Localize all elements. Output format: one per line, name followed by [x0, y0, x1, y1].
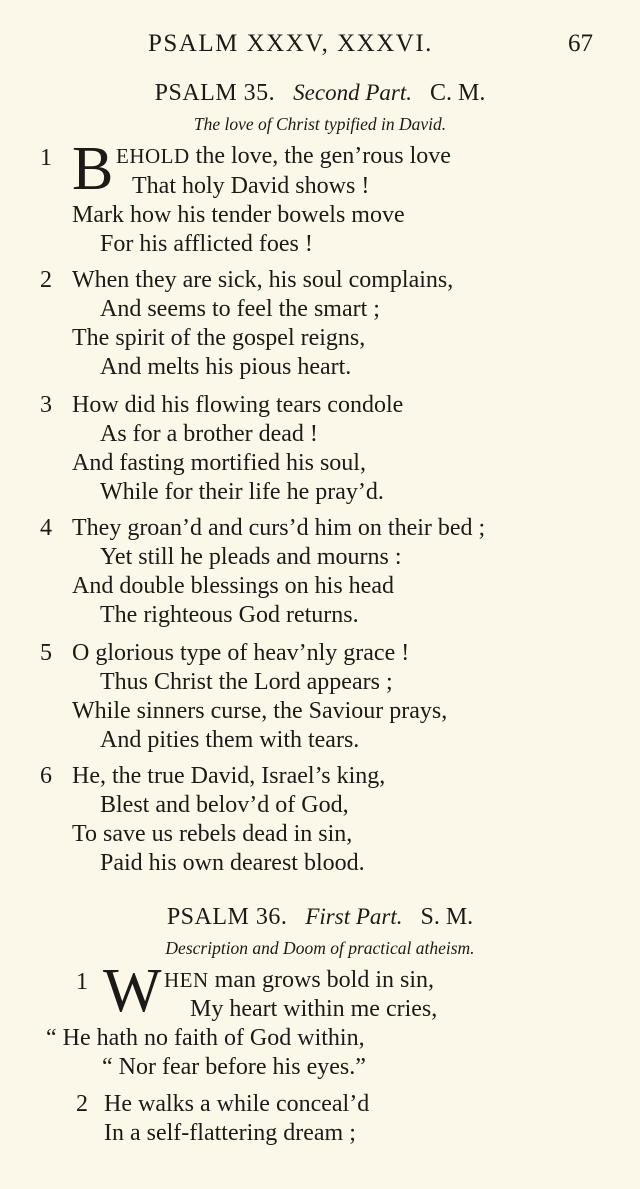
verse-line: And double blessings on his head — [72, 573, 394, 599]
verse-line: When they are sick, his soul complains, — [72, 267, 454, 293]
psalm-35-part: Second Part. — [293, 80, 412, 105]
drop-cap: W — [103, 957, 162, 1025]
verse-line: The spirit of the gospel reigns, — [72, 325, 366, 351]
verse-number: 1 — [40, 145, 52, 171]
verse-line: And fasting mortified his soul, — [72, 450, 366, 476]
psalm-35-title: PSALM 35. — [154, 80, 276, 106]
verse-line: How did his flowing tears condole — [72, 392, 404, 418]
verse-line — [116, 144, 451, 168]
psalm-36-subtitle: Description and Doom of practical atheism. — [165, 938, 475, 958]
verse-line: While for their life he pray’d. — [100, 479, 384, 505]
small-caps-word: EHOLD — [116, 144, 190, 168]
drop-cap: B — [72, 135, 114, 203]
verse-line: Blest and belov’d of God, — [100, 792, 349, 818]
verse-line: While sinners curse, the Saviour prays, — [72, 698, 448, 724]
verse-line: Thus Christ the Lord appears ; — [100, 669, 393, 695]
verse-number: 2 — [40, 267, 52, 293]
verse-line: For his afflicted foes ! — [100, 231, 313, 257]
small-caps-word: HEN — [164, 968, 209, 992]
verse-line: “ He hath no faith of God within, — [46, 1025, 365, 1051]
verse-line: And pities them with tears. — [100, 727, 360, 753]
psalm-35-heading — [0, 80, 640, 107]
verse-number: 6 — [40, 763, 52, 789]
verse-line: He, the true David, Israel’s king, — [72, 763, 386, 789]
verse-line: O glorious type of heav’nly grace ! — [72, 640, 410, 666]
verse-line: Yet still he pleads and mourns : — [100, 544, 402, 570]
psalm-35-meter: C. M. — [429, 80, 486, 106]
verse-line-text: man grows bold in sin, — [208, 967, 434, 993]
verse-line: Paid his own dearest blood. — [100, 850, 365, 876]
verse-number: 5 — [40, 640, 52, 666]
verse-line: To save us rebels dead in sin, — [72, 821, 353, 847]
verse-number: 3 — [40, 392, 52, 418]
verse-line-text: the love, the gen’rous love — [189, 143, 451, 169]
verse-line: That holy David shows ! — [132, 173, 370, 199]
verse-line: My heart within me cries, — [190, 996, 438, 1022]
verse-number: 2 — [76, 1091, 88, 1117]
psalm-36-meter: S. M. — [420, 904, 474, 930]
page-number: 67 — [568, 30, 593, 57]
verse-line: In a self-flattering dream ; — [104, 1120, 356, 1146]
verse-number: 4 — [40, 515, 52, 541]
verse-number: 1 — [76, 969, 88, 995]
verse-line: As for a brother dead ! — [100, 421, 318, 447]
verse-line — [164, 968, 434, 992]
verse-line: “ Nor fear before his eyes.” — [102, 1054, 366, 1080]
verse-line: The righteous God returns. — [100, 602, 359, 628]
psalm-36-title: PSALM 36. — [166, 904, 288, 930]
running-head — [0, 30, 640, 66]
psalm-36-part: First Part. — [305, 904, 403, 929]
verse-line: And seems to feel the smart ; — [100, 296, 380, 322]
psalm-36-heading — [0, 904, 640, 931]
verse-line: They groan’d and curs’d him on their bed ; — [72, 515, 486, 541]
verse-line: And melts his pious heart. — [100, 354, 352, 380]
verse-line: Mark how his tender bowels move — [72, 202, 405, 228]
running-title: PSALM XXXV, XXXVI. — [148, 30, 433, 57]
verse-line: He walks a while conceal’d — [104, 1091, 370, 1117]
psalm-35-subtitle: The love of Christ typified in David. — [193, 114, 447, 134]
